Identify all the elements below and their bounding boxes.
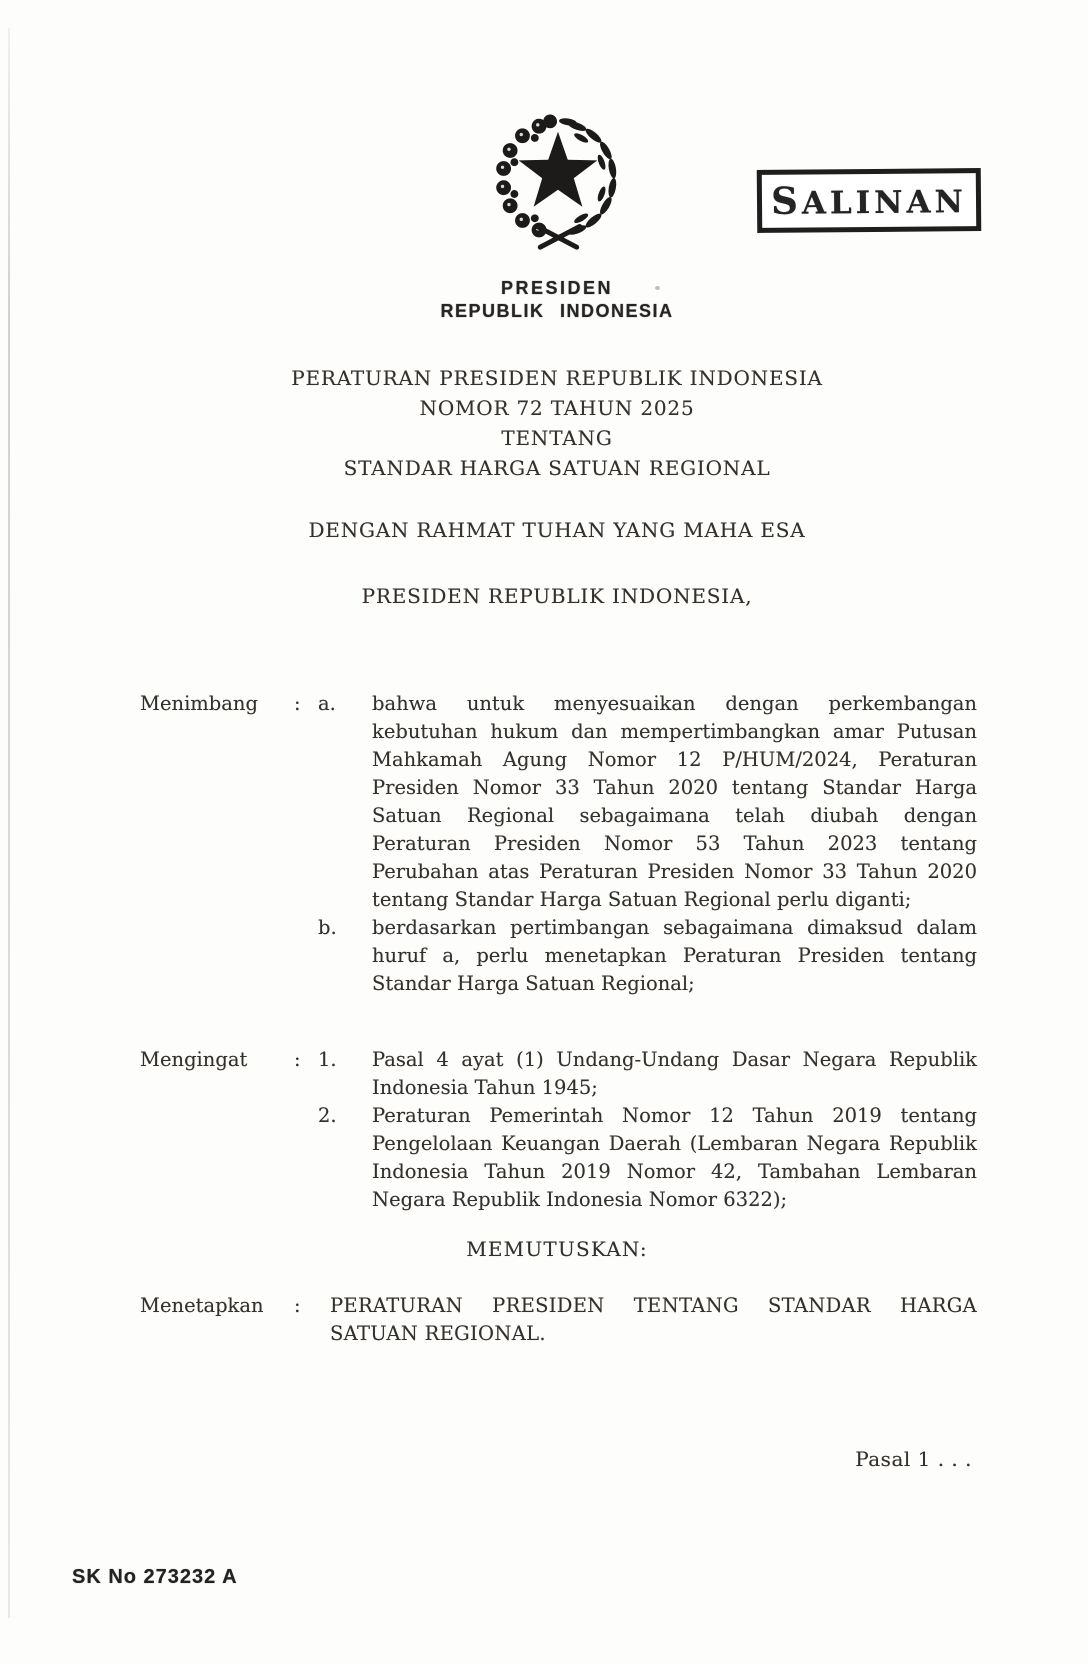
salinan-stamp xyxy=(757,168,982,233)
invocation-line: DENGAN RAHMAT TUHAN YANG MAHA ESA xyxy=(308,518,806,542)
spacer-cell xyxy=(140,1102,294,1214)
regulation-title-line4: STANDAR HARGA SATUAN REGIONAL xyxy=(343,456,771,480)
enactment-colon: : xyxy=(294,1294,301,1317)
considering-item-b-marker: b. xyxy=(318,916,337,939)
legal-basis-item-1-marker: 1. xyxy=(318,1048,337,1071)
legal-basis-item-1-text: Pasal 4 ayat (1) Undang-Undang Dasar Negara Republik Indonesia Tahun 1945; xyxy=(372,1048,977,1099)
regulation-title-line3: TENTANG xyxy=(501,426,613,450)
regulation-title-line2: NOMOR 72 TAHUN 2025 xyxy=(419,396,695,420)
enactment-label: Menetapkan xyxy=(140,1294,264,1317)
salinan-stamp-text: SALINAN xyxy=(770,178,968,223)
considering-item-a-marker: a. xyxy=(318,692,336,715)
decision-heading: MEMUTUSKAN: xyxy=(466,1237,648,1261)
considering-label: Menimbang xyxy=(140,692,258,715)
legal-basis-section xyxy=(140,1046,977,1214)
spacer-cell xyxy=(140,914,294,998)
enactment-text: PERATURAN PRESIDEN TENTANG STANDAR HARGA SATUAN REGIONAL. xyxy=(330,1294,977,1345)
considering-colon: : xyxy=(294,692,301,715)
legal-basis-label: Mengingat xyxy=(140,1048,248,1071)
considering-item-b-text: berdasarkan pertimbangan sebagaimana dimaksud dalam huruf a, perlu menetapkan Peraturan Presiden tentang Standar Harga Satuan Regional; xyxy=(372,916,977,995)
document-registration-code: SK No 273232 A xyxy=(72,1566,238,1588)
spacer-cell xyxy=(294,1102,318,1214)
page-catchword: Pasal 1 . . . xyxy=(855,1447,972,1471)
legal-basis-colon: : xyxy=(294,1048,301,1071)
scan-edge-line xyxy=(8,28,10,1618)
salutation-line: PRESIDEN REPUBLIK INDONESIA, xyxy=(361,584,753,608)
scan-artifact-dot xyxy=(655,286,660,290)
letterhead-presiden: PRESIDEN xyxy=(500,278,614,298)
regulation-title-line1: PERATURAN PRESIDEN REPUBLIK INDONESIA xyxy=(291,366,823,390)
enactment-section xyxy=(140,1292,977,1348)
considering-item-a-text: bahwa untuk menyesuaikan dengan perkembangan kebutuhan hukum dan mempertimbangkan amar Putusan Mahkamah Agung Nomor 12 P/HUM/2024, Peraturan Presiden Nomor 33 Tahun 2020 tentang Standar Harga Satuan Regional sebagaimana telah diubah dengan Peraturan Presiden Nomor 53 Tahun 2023 tentang Perubahan atas Peraturan Presiden Nomor 33 Tahun 2020 tentang Standar Harga Satuan Regional perlu diganti; xyxy=(372,692,977,911)
presidential-emblem-icon xyxy=(483,110,631,262)
legal-basis-item-2-marker: 2. xyxy=(318,1104,337,1127)
spacer-cell xyxy=(294,914,318,998)
legal-basis-item-2-text: Peraturan Pemerintah Nomor 12 Tahun 2019 tentang Pengelolaan Keuangan Daerah (Lembaran Negara Republik Indonesia Tahun 2019 Nomor 42, Tambahan Lembaran Negara Republik Indonesia Nomor 6322); xyxy=(372,1104,977,1211)
considering-section xyxy=(140,690,977,998)
letterhead-republik-indonesia: REPUBLIK INDONESIA xyxy=(440,301,674,321)
